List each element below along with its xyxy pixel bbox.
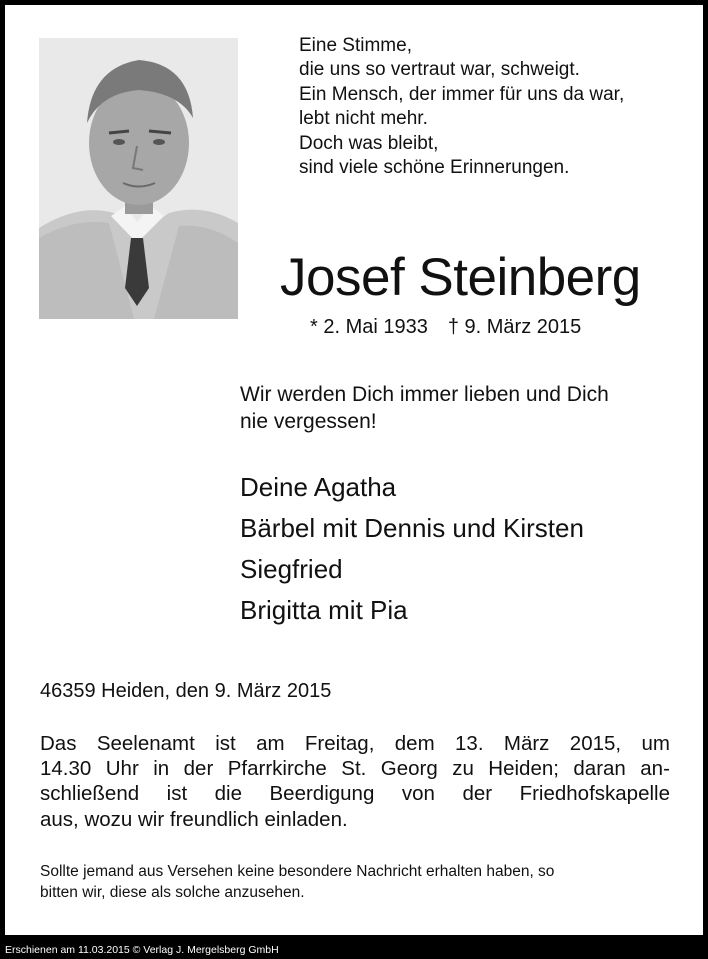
- poem-line: die uns so vertraut war, schweigt.: [299, 59, 580, 81]
- service-word: zu: [452, 757, 474, 781]
- death-date: † 9. März 2015: [447, 316, 582, 338]
- service-word: 14.30: [40, 757, 92, 781]
- service-word: in: [153, 757, 170, 781]
- service-word: Freitag,: [304, 732, 375, 755]
- poem: [299, 34, 679, 180]
- service-word: daran: [573, 757, 626, 781]
- service-line: [40, 756, 670, 781]
- service-word: dem: [394, 732, 435, 755]
- message-line: Wir werden Dich immer lieben und Dich: [240, 383, 609, 406]
- farewell-message: [240, 381, 680, 435]
- service-word: am: [256, 732, 285, 755]
- service-word: Seelenamt: [96, 732, 195, 755]
- service-word: schließend: [40, 782, 140, 806]
- service-word: Georg: [380, 757, 438, 781]
- service-word: Das: [40, 732, 77, 755]
- service-word: an-: [640, 757, 670, 781]
- service-word: Heiden;: [488, 757, 559, 781]
- funeral-service-text: [40, 731, 670, 832]
- service-word: Friedhofskapelle: [519, 782, 670, 806]
- message-line: nie vergessen!: [240, 410, 377, 433]
- service-word: der: [183, 757, 214, 781]
- deceased-name: Josef Steinberg: [280, 248, 641, 307]
- mourner: Deine Agatha: [240, 472, 397, 502]
- poem-line: Eine Stimme,: [299, 35, 412, 56]
- service-word: Beerdigung: [269, 782, 375, 806]
- service-word: 13.: [455, 732, 484, 755]
- service-word: um: [641, 732, 670, 755]
- service-word: Uhr: [105, 757, 139, 781]
- service-word: der: [462, 782, 493, 806]
- place-and-date: 46359 Heiden, den 9. März 2015: [40, 680, 332, 702]
- mourners-list: [240, 467, 680, 631]
- service-line: [40, 781, 670, 806]
- service-word: 2015,: [569, 732, 622, 755]
- service-word: die: [214, 782, 242, 806]
- birth-date: * 2. Mai 1933: [310, 316, 428, 338]
- poem-line: Doch was bleibt,: [299, 132, 439, 154]
- service-word: von: [401, 782, 435, 806]
- mourner: Siegfried: [240, 554, 343, 584]
- service-word: aus, wozu wir freundlich einladen.: [40, 807, 348, 831]
- mourner: Bärbel mit Dennis und Kirsten: [240, 513, 584, 543]
- service-line: [40, 731, 670, 756]
- note-line: Sollte jemand aus Versehen keine besondere Nachricht erhalten haben, so: [40, 863, 555, 880]
- portrait-photo: [39, 38, 238, 319]
- life-dates: [310, 314, 690, 340]
- service-word: Pfarrkirche: [227, 757, 327, 781]
- service-word: März: [503, 732, 550, 755]
- service-word: St.: [341, 757, 367, 781]
- poem-line: Ein Mensch, der immer für uns da war,: [299, 83, 625, 105]
- publication-footer: Erschienen am 11.03.2015 © Verlag J. Mergelsberg GmbH: [5, 944, 279, 956]
- service-line: [40, 807, 670, 832]
- service-word: ist: [215, 732, 236, 755]
- note-line: bitten wir, diese als solche anzusehen.: [40, 884, 305, 901]
- mourner: Brigitta mit Pia: [240, 595, 408, 625]
- poem-line: sind viele schöne Erinnerungen.: [299, 157, 570, 179]
- poem-line: lebt nicht mehr.: [299, 108, 428, 130]
- service-word: ist: [166, 782, 188, 806]
- notice-note: [40, 861, 670, 903]
